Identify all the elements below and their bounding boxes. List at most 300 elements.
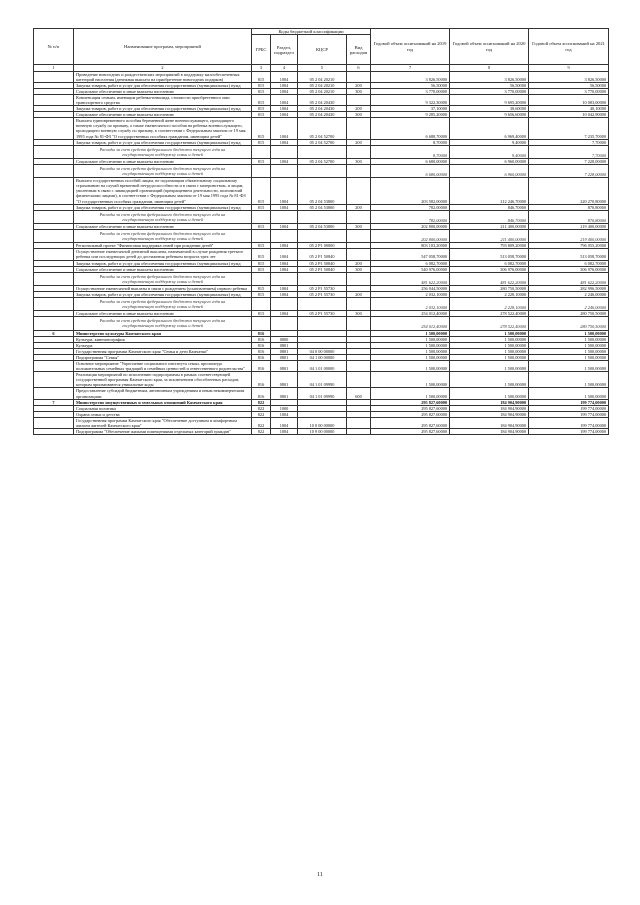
grbs-cell: 815 [252, 204, 271, 210]
empty-code-cell [252, 210, 271, 223]
amount-2019-cell: 803 103,20000 [371, 243, 450, 249]
item-name-cell: Закупка товаров, работ и услуг для обеспечения государственных (муниципальных) нужд [74, 139, 252, 145]
amount-2020-cell: 6 082,70000 [450, 260, 529, 266]
empty-code-cell [298, 317, 347, 330]
csr-cell: 10 9 00 00000 [298, 429, 347, 435]
amount-2021-cell: 1 500,00000 [529, 342, 609, 348]
amount-2021-cell: 199 774,00000 [529, 417, 609, 428]
row-number-cell [34, 71, 74, 82]
csr-cell: 05 2 P1 50840 [298, 260, 347, 266]
csr-cell: 05 2 04 52700 [298, 118, 347, 139]
table-row [34, 291, 609, 297]
item-name-cell: Социальное обеспечение и иные выплаты населению [74, 88, 252, 94]
csr-cell: 05 2 04 53800 [298, 223, 347, 229]
table-row [34, 230, 609, 243]
table-row [34, 249, 609, 260]
note-amount: 254 012,40000 [421, 324, 448, 330]
vr-cell [347, 71, 371, 82]
empty-code-cell [298, 145, 347, 158]
vr-cell [347, 178, 371, 204]
table-row [34, 178, 609, 204]
empty-code-cell [347, 210, 371, 223]
vr-cell: 200 [347, 204, 371, 210]
rzpr-cell: 1004 [271, 88, 298, 94]
header-2019: Годовой объем ассигнований на 2019 год [371, 29, 450, 65]
amount-2020-cell: 184 904,90000 [450, 429, 529, 435]
item-name-cell: Реализация мероприятий по исполнению подпрограммы в рамках соответствующей государственной программы Камчатского края, за исключением обособленных расходов, которым присваиваются уникальные коды [74, 372, 252, 388]
note-amount: 2 032,10000 [425, 305, 448, 311]
empty-code-cell [298, 230, 347, 243]
empty-code-cell [347, 298, 371, 311]
grbs-cell: 815 [252, 223, 271, 229]
note-amount: 219 400,00000 [580, 237, 607, 243]
vr-cell: 600 [347, 388, 371, 399]
amount-2021-cell: 282 996,50000 [529, 285, 609, 291]
budget-note: Расходы за счет средств федерального бюджета текущего года на государственную поддержку семьи и детей [99, 166, 226, 177]
row-number-cell: 7 [34, 399, 74, 405]
empty-code-cell [252, 298, 271, 311]
row-number-cell [34, 372, 74, 388]
grbs-cell: 815 [252, 249, 271, 260]
budget-table [33, 28, 609, 435]
vr-cell: 200 [347, 82, 371, 88]
amount-2021-cell: 7,70000 [529, 139, 609, 145]
grbs-cell: 822 [252, 399, 271, 405]
amount-2019-cell: 1 500,00000 [371, 330, 450, 336]
note-amount: 202 800,00000 [421, 237, 448, 243]
amount-2021-cell: 199 774,00000 [529, 405, 609, 411]
row-number-cell [34, 298, 74, 311]
amount-2019-cell: 1 500,00000 [371, 348, 450, 354]
table-row [34, 118, 609, 139]
amount-2020-cell: 211 400,00000 [450, 223, 529, 229]
amount-2019-cell [371, 145, 450, 158]
amount-2019-cell [371, 317, 450, 330]
rzpr-cell: 1000 [271, 405, 298, 411]
table-row [34, 429, 609, 435]
amount-2020-cell: 38,60000 [450, 106, 529, 112]
table-row [34, 106, 609, 112]
amount-2020-cell: 184 904,90000 [450, 405, 529, 411]
amount-2021-cell [529, 210, 609, 223]
csr-cell: 05 2 P1 55730 [298, 285, 347, 291]
amount-2020-cell: 212 246,70000 [450, 178, 529, 204]
table-row [34, 223, 609, 229]
amount-2020-cell: 280 750,50000 [450, 285, 529, 291]
grbs-cell: 815 [252, 112, 271, 118]
empty-code-cell [252, 272, 271, 285]
grbs-cell: 816 [252, 361, 271, 372]
item-name-cell: Выплата единовременного пособия беременной жене военнослужащего, проходящего военную службу по призыву, а также ежемесячного пособия на ребенка военнослужащего, проходящего военную службу по призыву, в соответствии с Федеральным законом от 19 мая 1995 года № 81-ФЗ "О государственных пособиях гражданам, имеющим детей" [74, 118, 252, 139]
note-amount: 6 680,00000 [425, 172, 448, 178]
item-name-cell: Закупка товаров, работ и услуг для обеспечения государственных (муниципальных) нужд [74, 82, 252, 88]
item-name-cell: Государственная программа Камчатского края "Обеспечение доступным и комфортным жильем жителей Камчатского края" [74, 417, 252, 428]
amount-2019-cell: 254 012,40000 [371, 311, 450, 317]
note-amount: 870,80000 [587, 217, 607, 223]
amount-2019-cell [371, 210, 450, 223]
amount-2019-cell: 8,70000 [371, 139, 450, 145]
amount-2019-cell: 295 827,60000 [371, 405, 450, 411]
rzpr-cell: 1004 [271, 118, 298, 139]
amount-2019-cell: 37,10000 [371, 106, 450, 112]
csr-cell: 04 1 01 09990 [298, 388, 347, 399]
amount-2020-cell: 1 500,00000 [450, 348, 529, 354]
rzpr-cell: 0801 [271, 361, 298, 372]
note-cell [74, 165, 252, 178]
empty-code-cell [347, 145, 371, 158]
amount-2020-cell: 1 500,00000 [450, 330, 529, 336]
amount-2020-cell: 846,70000 [450, 204, 529, 210]
page-number: 11 [317, 872, 323, 878]
table-row [34, 82, 609, 88]
table-row [34, 158, 609, 164]
note-cell [74, 272, 252, 285]
budget-note: Расходы за счет средств федерального бюджета текущего года на государственную поддержку семьи и детей [99, 146, 226, 157]
amount-2021-cell: 3 770,00000 [529, 88, 609, 94]
amount-2021-cell: 40,10000 [529, 106, 609, 112]
item-name-cell: Культура, кинематография [74, 336, 252, 342]
grbs-cell: 815 [252, 139, 271, 145]
empty-code-cell [271, 317, 298, 330]
amount-2019-cell [371, 165, 450, 178]
rzpr-cell: 1004 [271, 204, 298, 210]
grbs-cell: 816 [252, 336, 271, 342]
amount-2021-cell [529, 317, 609, 330]
csr-cell: 05 2 P1 55730 [298, 311, 347, 317]
column-number: 7 [371, 65, 450, 71]
amount-2020-cell: 1 500,00000 [450, 372, 529, 388]
item-name-cell: Региональный проект "Финансовая поддержка семей при рождении детей" [74, 243, 252, 249]
amount-2021-cell: 1 500,00000 [529, 354, 609, 360]
csr-cell: 05 2 P1 55730 [298, 291, 347, 297]
item-name-cell: Осуществление ежемесячной денежной выплаты, назначаемой в случае рождения третьего ребенка или последующих детей до достижения ребенком возраста трех лет [74, 249, 252, 260]
item-name-cell: Закупка товаров, работ и услуг для обеспечения государственных (муниципальных) нужд [74, 204, 252, 210]
amount-2019-cell: 1 500,00000 [371, 336, 450, 342]
note-cell [74, 298, 252, 311]
grbs-cell: 815 [252, 106, 271, 112]
grbs-cell: 815 [252, 311, 271, 317]
amount-2020-cell: 184 904,90000 [450, 417, 529, 428]
item-name-cell: Охрана семьи и детства [74, 411, 252, 417]
grbs-cell: 816 [252, 388, 271, 399]
note-amount: 782,00000 [428, 217, 448, 223]
amount-2019-cell [371, 298, 450, 311]
rzpr-cell: 0801 [271, 354, 298, 360]
amount-2019-cell: 1 500,00000 [371, 361, 450, 372]
row-number-cell [34, 145, 74, 158]
csr-cell: 10 0 00 00000 [298, 417, 347, 428]
table-row [34, 94, 609, 105]
empty-code-cell [271, 272, 298, 285]
vr-cell [347, 429, 371, 435]
amount-2021-cell [529, 272, 609, 285]
grbs-cell: 822 [252, 411, 271, 417]
amount-2020-cell: 1 500,00000 [450, 361, 529, 372]
row-number-cell [34, 118, 74, 139]
note-amount: 481 622,20000 [500, 279, 527, 285]
table-row [34, 266, 609, 272]
grbs-cell: 816 [252, 348, 271, 354]
grbs-cell: 815 [252, 118, 271, 139]
amount-2019-cell: 547 058,70000 [371, 249, 450, 260]
note-amount: 9,40000 [512, 152, 527, 158]
grbs-cell: 815 [252, 291, 271, 297]
amount-2019-cell: 3 826,50000 [371, 71, 450, 82]
rzpr-cell: 1004 [271, 260, 298, 266]
table-header [34, 29, 609, 72]
item-name-cell: Социальное обеспечение и иные выплаты населению [74, 311, 252, 317]
amount-2019-cell [371, 230, 450, 243]
row-number-cell [34, 249, 74, 260]
amount-2020-cell: 184 904,90000 [450, 399, 529, 405]
amount-2021-cell: 10 083,00000 [529, 94, 609, 105]
amount-2021-cell [529, 165, 609, 178]
vr-cell: 300 [347, 223, 371, 229]
csr-cell: 05 2 P1 50840 [298, 266, 347, 272]
empty-code-cell [271, 165, 298, 178]
amount-2019-cell: 203 582,00000 [371, 178, 450, 204]
amount-2021-cell: 1 500,00000 [529, 388, 609, 399]
vr-cell: 300 [347, 88, 371, 94]
item-name-cell: Закупка товаров, работ и услуг для обеспечения государственных (муниципальных) нужд [74, 106, 252, 112]
note-cell [74, 230, 252, 243]
amount-2019-cell: 1 500,00000 [371, 354, 450, 360]
grbs-cell: 815 [252, 158, 271, 164]
header-csr: КЦСР [298, 35, 347, 65]
vr-cell: 300 [347, 158, 371, 164]
rzpr-cell: 1004 [271, 291, 298, 297]
amount-2019-cell: 540 976,00000 [371, 266, 450, 272]
empty-code-cell [252, 165, 271, 178]
csr-cell: 05 2 04 53800 [298, 204, 347, 210]
amount-2019-cell: 295 827,60000 [371, 411, 450, 417]
rzpr-cell: 0801 [271, 342, 298, 348]
header-2020: Годовой объем ассигнований на 2020 год [450, 29, 529, 65]
vr-cell: 200 [347, 260, 371, 266]
note-cell [74, 145, 252, 158]
amount-2021-cell: 199 774,00000 [529, 411, 609, 417]
vr-cell [347, 361, 371, 372]
amount-2019-cell: 9 322,30000 [371, 94, 450, 105]
csr-cell: 05 2 04 20430 [298, 106, 347, 112]
grbs-cell: 815 [252, 243, 271, 249]
item-name-cell: Компенсация семьям, имеющим ребенка-инвалида, стоимости приобретенного ими транспортного средства [74, 94, 252, 105]
note-amount: 7 228,00000 [584, 172, 607, 178]
rzpr-cell: 1004 [271, 223, 298, 229]
amount-2019-cell [371, 272, 450, 285]
table-row [34, 298, 609, 311]
amount-2020-cell: 1 500,00000 [450, 388, 529, 399]
header-grbs: ГРБС [252, 35, 271, 65]
rzpr-cell: 1004 [271, 411, 298, 417]
amount-2021-cell [529, 230, 609, 243]
amount-2020-cell [450, 298, 529, 311]
csr-cell: 05 2 P1 00000 [298, 243, 347, 249]
budget-note: Расходы за счет средств федерального бюджета текущего года на государственную поддержку семьи и детей [99, 318, 226, 329]
table-row [34, 372, 609, 388]
rzpr-cell: 1004 [271, 139, 298, 145]
amount-2020-cell [450, 272, 529, 285]
empty-code-cell [347, 317, 371, 330]
item-name-cell: Закупка товаров, работ и услуг для обеспечения государственных (муниципальных) нужд [74, 291, 252, 297]
header-name: Наименование программ, мероприятий [74, 29, 252, 65]
vr-cell [347, 118, 371, 139]
csr-cell: 04 1 00 00000 [298, 354, 347, 360]
rzpr-cell: 1004 [271, 249, 298, 260]
amount-2020-cell [450, 165, 529, 178]
amount-2021-cell: 7 228,00000 [529, 158, 609, 164]
vr-cell: 300 [347, 112, 371, 118]
table-row [34, 260, 609, 266]
budget-note: Расходы за счет средств федерального бюджета текущего года на государственную поддержку семьи и детей [99, 231, 226, 242]
vr-cell [347, 249, 371, 260]
empty-code-cell [298, 210, 347, 223]
amount-2020-cell: 278 522,40000 [450, 311, 529, 317]
column-number: 3 [252, 65, 271, 71]
header-vr: Вид расходов [347, 35, 371, 65]
vr-cell: 200 [347, 291, 371, 297]
vr-cell: 200 [347, 139, 371, 145]
amount-2020-cell: 6 960,00000 [450, 158, 529, 164]
grbs-cell: 816 [252, 354, 271, 360]
row-number-cell: 6 [34, 330, 74, 336]
table-body [34, 71, 609, 435]
grbs-cell: 815 [252, 88, 271, 94]
row-number-cell [34, 417, 74, 428]
amount-2020-cell: 9,40000 [450, 139, 529, 145]
item-name-cell: Министерство имущественных и земельных отношений Камчатского края [74, 399, 252, 405]
rzpr-cell: 0801 [271, 388, 298, 399]
vr-cell [347, 94, 371, 105]
budget-table-sheet [33, 28, 608, 435]
csr-cell: 05 2 P1 50840 [298, 249, 347, 260]
grbs-cell: 815 [252, 260, 271, 266]
table-row [34, 112, 609, 118]
item-name-cell: Культура [74, 342, 252, 348]
item-name-cell: Закупка товаров, работ и услуг для обеспечения государственных (муниципальных) нужд [74, 260, 252, 266]
table-row [34, 317, 609, 330]
budget-note: Расходы за счет средств федерального бюджета текущего года на государственную поддержку семьи и детей [99, 211, 226, 222]
amount-2021-cell: 280 750,50000 [529, 311, 609, 317]
header-num: № п/п [34, 29, 74, 65]
item-name-cell: Осуществление ежемесячной выплаты в связи с рождением (усыновлением) первого ребенка [74, 285, 252, 291]
empty-code-cell [271, 298, 298, 311]
amount-2020-cell [450, 317, 529, 330]
table-row [34, 165, 609, 178]
amount-2021-cell: 1 500,00000 [529, 336, 609, 342]
amount-2021-cell: 1 500,00000 [529, 361, 609, 372]
rzpr-cell: 1004 [271, 106, 298, 112]
amount-2019-cell: 1 500,00000 [371, 372, 450, 388]
column-number: 1 [34, 65, 74, 71]
amount-2020-cell: 3 770,00000 [450, 88, 529, 94]
item-name-cell: Подпрограмма "Обеспечение жилыми помещениями отдельных категорий граждан" [74, 429, 252, 435]
empty-code-cell [271, 230, 298, 243]
item-name-cell: Социальное обеспечение и иные выплаты населению [74, 112, 252, 118]
item-name-cell: Подпрограмма "Семья" [74, 354, 252, 360]
empty-code-cell [298, 272, 347, 285]
table-row [34, 348, 609, 354]
item-name-cell: Социальное обеспечение и иные выплаты населению [74, 266, 252, 272]
rzpr-cell: 1004 [271, 94, 298, 105]
header-codes-group: Коды бюджетной классификации [252, 29, 371, 35]
row-number-cell [34, 429, 74, 435]
amount-2021-cell: 1 500,00000 [529, 348, 609, 354]
amount-2019-cell: 6 688,70000 [371, 118, 450, 139]
rzpr-cell: 1004 [271, 266, 298, 272]
row-number-cell [34, 210, 74, 223]
table-row [34, 88, 609, 94]
table-row [34, 204, 609, 210]
vr-cell: 300 [347, 266, 371, 272]
amount-2019-cell: 2 032,10000 [371, 291, 450, 297]
rzpr-cell: 1004 [271, 417, 298, 428]
rzpr-cell: 1004 [271, 429, 298, 435]
amount-2021-cell [529, 145, 609, 158]
grbs-cell: 815 [252, 178, 271, 204]
amount-2020-cell: 1 500,00000 [450, 342, 529, 348]
csr-cell: 05 2 04 52700 [298, 139, 347, 145]
amount-2019-cell: 256 044,50000 [371, 285, 450, 291]
empty-code-cell [252, 317, 271, 330]
row-number-cell [34, 272, 74, 285]
note-amount: 2 246,00000 [584, 305, 607, 311]
note-amount: 8,70000 [433, 152, 448, 158]
note-amount: 7,70000 [592, 152, 607, 158]
table-row [34, 285, 609, 291]
row-number-cell [34, 165, 74, 178]
amount-2020-cell: 184 904,90000 [450, 411, 529, 417]
item-name-cell: Социальное обеспечение и иные выплаты населению [74, 223, 252, 229]
amount-2021-cell: 513 058,70000 [529, 249, 609, 260]
rzpr-cell: 1004 [271, 158, 298, 164]
amount-2020-cell: 793 809,20000 [450, 243, 529, 249]
grbs-cell: 816 [252, 330, 271, 336]
column-number: 9 [529, 65, 609, 71]
amount-2021-cell: 10 042,90000 [529, 112, 609, 118]
amount-2021-cell: 199 774,00000 [529, 399, 609, 405]
item-name-cell: Социальная политика [74, 405, 252, 411]
item-name-cell: Предоставление субсидий бюджетным, автономным учреждениям и иным некоммерческим организациям [74, 388, 252, 399]
grbs-cell: 815 [252, 82, 271, 88]
amount-2021-cell: 796 055,20000 [529, 243, 609, 249]
rzpr-cell: 1004 [271, 112, 298, 118]
empty-code-cell [347, 272, 371, 285]
amount-2019-cell: 295 827,60000 [371, 417, 450, 428]
csr-cell: 05 2 04 20430 [298, 94, 347, 105]
empty-code-cell [347, 165, 371, 178]
table-row [34, 388, 609, 399]
table-row [34, 272, 609, 285]
column-number: 5 [298, 65, 347, 71]
row-number-cell [34, 361, 74, 372]
grbs-cell: 822 [252, 405, 271, 411]
table-row [34, 71, 609, 82]
amount-2020-cell: 3 826,50000 [450, 71, 529, 82]
amount-2020-cell: 506 976,00000 [450, 266, 529, 272]
csr-cell: 05 2 04 20210 [298, 71, 347, 82]
empty-code-cell [252, 230, 271, 243]
amount-2019-cell: 9 285,20000 [371, 112, 450, 118]
table-row [34, 243, 609, 249]
column-number: 6 [347, 65, 371, 71]
amount-2021-cell: 199 774,00000 [529, 429, 609, 435]
amount-2019-cell: 1 500,00000 [371, 342, 450, 348]
amount-2020-cell: 513 058,70000 [450, 249, 529, 260]
row-number-cell [34, 94, 74, 105]
column-number: 4 [271, 65, 298, 71]
csr-cell: 05 2 04 20210 [298, 82, 347, 88]
